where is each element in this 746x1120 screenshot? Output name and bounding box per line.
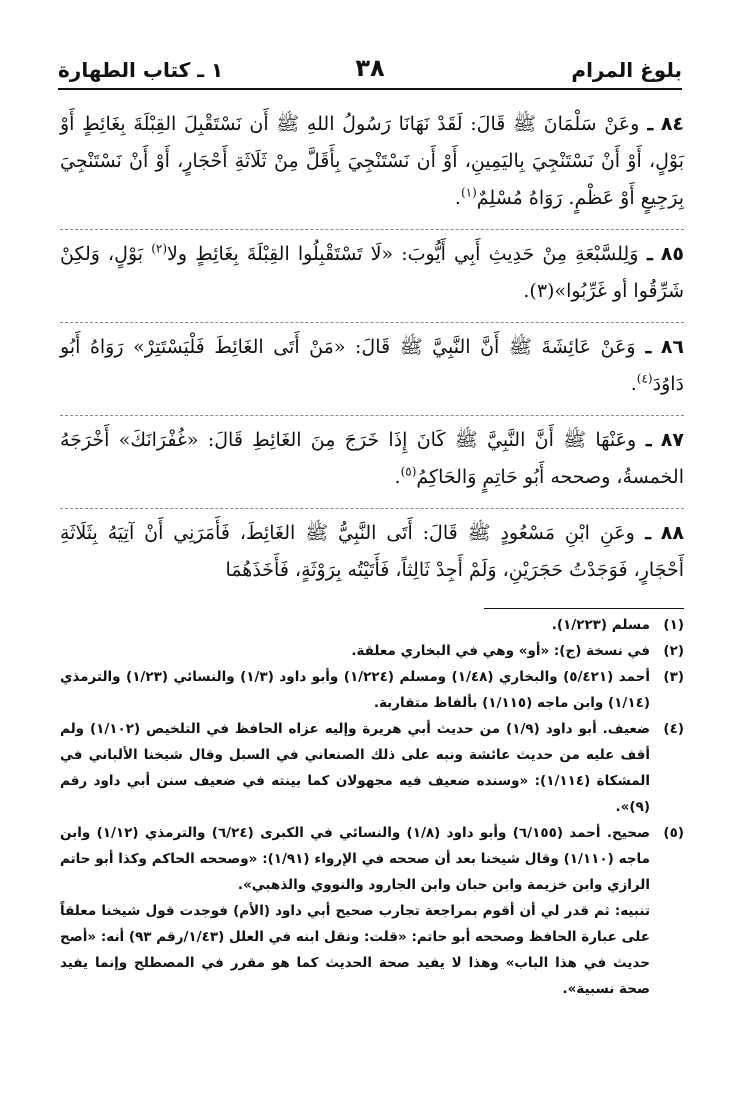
- hadith-85: [60, 230, 684, 323]
- hadith-88: [60, 509, 684, 601]
- footnote-3: [60, 664, 684, 716]
- hadith-tail: بَوْلٍ، وَلكِنْ شَرِّقُوا أو غَرِّبُوا»(٣).: [60, 243, 684, 302]
- hadith-tail: .: [454, 187, 461, 209]
- footnote-1: [60, 612, 684, 638]
- hadith-87: [60, 416, 684, 509]
- note-label: تنبيه:: [614, 903, 651, 919]
- footnote-5: [60, 820, 684, 1002]
- hadith-text: وَعَنْ عَائِشَةَ ﷺ أَنَّ النَّبِيَّ ﷺ قَالَ: «مَنْ أَتَى الغَائِطَ فَلْيَسْتَتِرْ» رَوَاهُ أَبُو دَاوُدَ: [60, 336, 684, 395]
- hadith-number: ٨٥: [660, 243, 684, 265]
- book-title: بلوغ المرام: [571, 58, 682, 82]
- hadith-text: وعَنِ ابْنِ مَسْعُودٍ ﷺ قَالَ: أَتَى النَّبِيُّ ﷺ الغَائِطَ، فَأَمَرَنِي أَنْ آتِيَهُ بِثَلَاثَةِ أَحْجَارٍ، فَوَجَدْتُ حَجَرَيْنِ، وَلَمْ أَجِدْ ثَالِثاً، فَأَتَيْتُه بِرَوْثَةٍ، فَأَخَذَهُمَا: [60, 522, 684, 581]
- hadith-separator: ـ: [635, 336, 652, 358]
- footnote-divider: [484, 608, 684, 609]
- hadith-separator: ـ: [636, 429, 652, 451]
- hadith-separator: ـ: [634, 522, 651, 544]
- footnote-text: أحمد (٥/٤٢١) والبخاري (١/٤٨) ومسلم (١/٢٢٤) وأبو داود (١/٣) والنسائي (١/٢٣) والترمذي (١/١٤) وابن ماجه (١/١١٥) بألفاظ متقاربة.: [60, 669, 651, 711]
- chapter-title: ١ ـ كتاب الطهارة: [58, 58, 224, 82]
- footnote-ref[interactable]: (٢): [151, 241, 168, 256]
- footnote-text: ضعيف. أبو داود (١/٩) من حديث أبي هريرة وإليه عزاه الحافظ في التلخيص (١/١٠٢) ولم أقف عليه من حديث عائشة ونبه على ذلك الصنعاني في السبل وقال شيخنا الألباني في المشكاة (١/١١٤): «وسنده ضعيف فيه مجهولان كما بينته في ضعيف سنن أبي داود رقم (٩)».: [60, 721, 650, 815]
- hadith-84: [60, 100, 684, 230]
- footnote-number: (٢): [663, 643, 684, 659]
- footnote-ref[interactable]: (٤): [636, 371, 653, 386]
- footnote-text: صحيح. أحمد (٦/١٥٥) وأبو داود (١/٨) والنسائي في الكبرى (٦/٢٤) والترمذي (١/١٢) وابن ماجه (١/١١٠) وقال شيخنا بعد أن صححه في الإرواء (١/٩١): «وصححه الحاكم وكذا أبو حاتم الرازي وابن خزيمة وابن حبان وابن الجارود والنووي والذهبي».: [60, 825, 650, 893]
- hadith-text-body: [60, 100, 684, 601]
- footnote-body: [60, 820, 650, 1002]
- footnote-ref[interactable]: (١): [460, 185, 477, 200]
- footnote-number: (٤): [663, 721, 684, 737]
- hadith-separator: ـ: [639, 113, 654, 135]
- hadith-number: ٨٦: [660, 336, 685, 358]
- footnote-4: [60, 716, 684, 820]
- footnote-number: (٣): [663, 669, 684, 685]
- hadith-tail: .: [394, 466, 401, 488]
- hadith-text: وَلِلسَّبْعَةِ مِنْ حَدِيثِ أَبِي أَيُّوبَ: «لَا تَسْتَقْبِلُوا القِبْلَةَ بِغَائِطٍ ولا: [167, 243, 639, 265]
- page-header: [58, 52, 682, 90]
- footnote-number: (١): [663, 617, 684, 633]
- hadith-number: ٨٤: [660, 113, 685, 135]
- footnote-2: [60, 638, 684, 664]
- hadith-text: وعَنْهَا ﷺ أَنَّ النَّبِيَّ ﷺ كَانَ إِذَا خَرَجَ مِنَ الغَائِطِ قَالَ: «غُفْرَانَكَ» أَخْرَجَهُ الخمسةُ، وصححه أَبُو حَاتِمٍ وَالحَاكِمُ: [60, 429, 684, 488]
- page-number: ٣٨: [355, 54, 385, 82]
- footnote-number: (٥): [663, 825, 684, 841]
- hadith-text: وعَنْ سَلْمَانَ ﷺ قَالَ: لَقَدْ نَهَانَا رَسُولُ اللهِ ﷺ أَن نَسْتَقْبِلَ القِبْلَةَ بِغَائِطٍ أَوْ بَوْلٍ، أَوْ أَنْ نَسْتَنْجِيَ بِاليَمِينِ، أَوْ أَن نَسْتَنْجِيَ بِأَقَلَّ مِنْ ثَلَاثَةِ أَحْجَارٍ، أَوْ أَنْ نَسْتَنْجِيَ بِرَجِيعٍ أَوْ عَظْمٍ. رَوَاهُ مُسْلِمٌ: [60, 113, 684, 209]
- hadith-tail: .: [630, 373, 637, 395]
- hadith-86: [60, 323, 684, 416]
- hadith-number: ٨٨: [660, 522, 684, 544]
- hadith-number: ٨٧: [660, 429, 684, 451]
- footnote-text: في نسخة (ج): «أو» وهي في البخاري معلقة.: [351, 643, 650, 659]
- footnote-text: مسلم (١/٢٢٣).: [551, 617, 650, 633]
- footnote-ref[interactable]: (٥): [400, 464, 417, 479]
- hadith-separator: ـ: [638, 243, 653, 265]
- footnotes-section: [60, 612, 684, 1002]
- note-text: ثم قدر لي أن أقوم بمراجعة تجارب صحيح أبي داود (الأم) فوجدت قول شيخنا معلقاً على عبارة الحافظ وصححه أبو حاتم: «قلت: ونقل ابنه في العلل (١/٤٣/رقم ٩٣) أنه: «أصح حديث في هذا الباب» وهذا لا يفيد صحة الحديث كما هو مقرر في المصطلح وإنما يفيد صحة نسبية».: [60, 903, 650, 997]
